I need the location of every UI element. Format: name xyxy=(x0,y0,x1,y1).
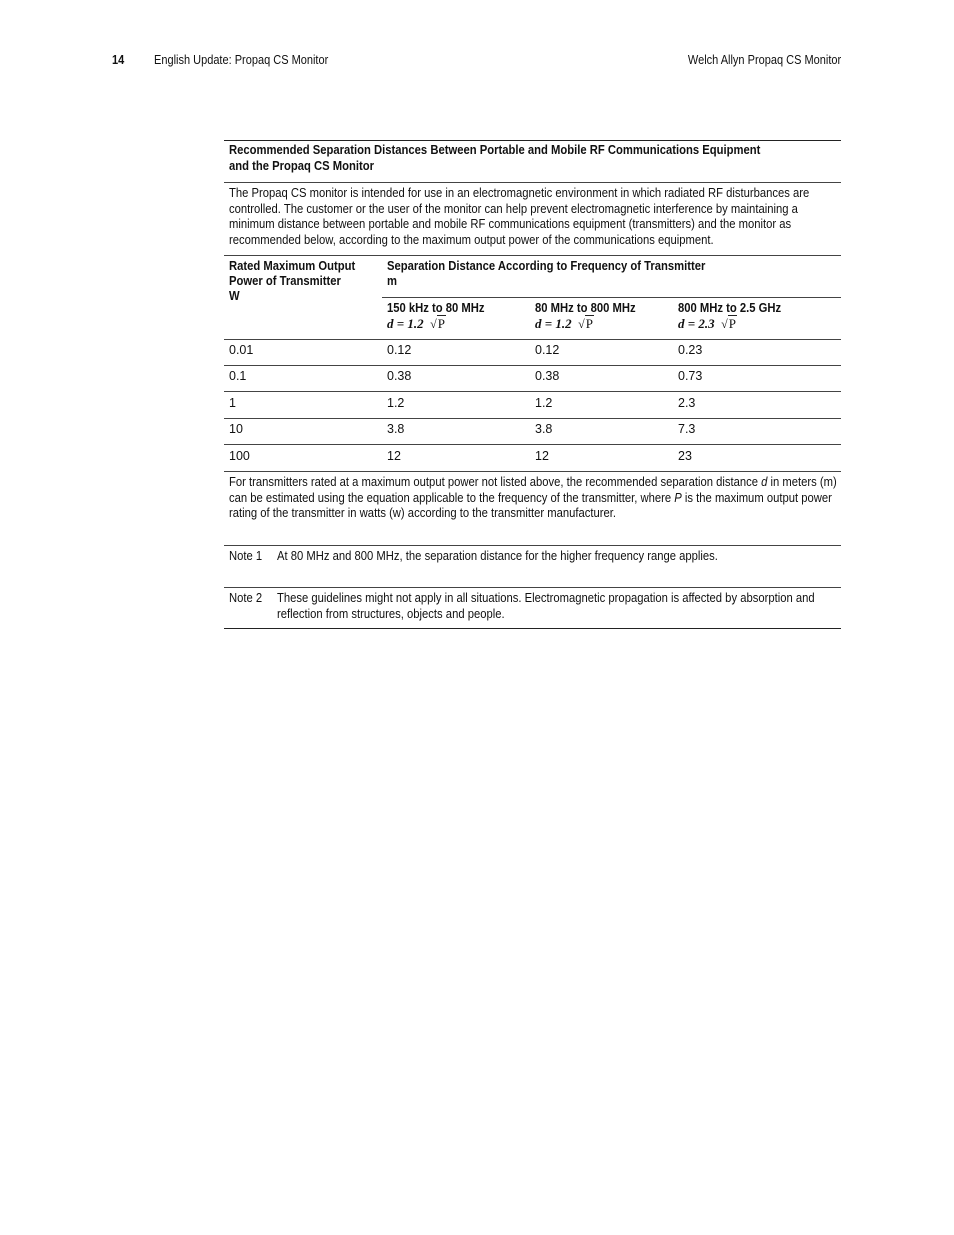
distance-cell: 2.3 xyxy=(678,396,696,410)
table-bottom-rule xyxy=(224,628,841,629)
table-title: Recommended Separation Distances Between Portable and Mobile RF Communications Equipment and the Propaq CS Monitor xyxy=(229,143,761,173)
distance-cell: 12 xyxy=(387,449,401,463)
distance-cell: 0.38 xyxy=(387,369,412,383)
distance-cell: 3.8 xyxy=(387,422,405,436)
square-root-icon: √P xyxy=(578,316,593,331)
distance-cell: 1.2 xyxy=(387,396,405,410)
band-equation: d = 1.2 √P xyxy=(387,316,445,331)
power-cell: 1 xyxy=(229,396,236,410)
row-rule xyxy=(224,444,841,445)
distance-cell: 12 xyxy=(535,449,549,463)
rule-under-distance-header xyxy=(382,297,841,298)
row-rule xyxy=(224,365,841,366)
distance-cell: 3.8 xyxy=(535,422,553,436)
brand-title: Welch Allyn Propaq CS Monitor xyxy=(687,53,841,67)
table-intro: The Propaq CS monitor is intended for use in an electromagnetic environment in which radiated RF disturbances are controlled. The customer or the user of the monitor can help prevent electromagnetic interference by maintaining a minimum distance between portable and mobile RF communications equipment (transmitters) and the monitor as recommended below, according to the maximum output power of the communications equipment. xyxy=(229,186,810,247)
note-label: Note 2 xyxy=(229,591,263,605)
table-footnote: For transmitters rated at a maximum output power not listed above, the recommended separation distance d in meters (m) can be estimated using the equation applicable to the frequency of the transmitter, where P is the maximum output power rating of the transmitter in watts (w) according to the transmitter manufacturer. xyxy=(229,475,837,520)
power-column-header: Rated Maximum Output Power of Transmitter W xyxy=(229,259,356,303)
band-range: 800 MHz to 2.5 GHz xyxy=(678,301,782,315)
distance-cell: 0.38 xyxy=(535,369,560,383)
power-cell: 0.01 xyxy=(229,343,254,357)
note-label: Note 1 xyxy=(229,549,263,563)
distance-cell: 1.2 xyxy=(535,396,553,410)
distance-cell: 0.23 xyxy=(678,343,703,357)
rule-before-note-1 xyxy=(224,545,841,546)
power-cell: 10 xyxy=(229,422,243,436)
power-cell: 100 xyxy=(229,449,250,463)
distance-cell: 0.12 xyxy=(535,343,560,357)
rule-after-title xyxy=(224,182,841,183)
page-number: 14 xyxy=(112,53,125,67)
document-title: English Update: Propaq CS Monitor xyxy=(154,53,329,67)
band-equation: d = 1.2 √P xyxy=(535,316,593,331)
note-text: At 80 MHz and 800 MHz, the separation distance for the higher frequency range applies. xyxy=(277,549,718,563)
rule-after-intro xyxy=(224,255,841,256)
note-text: These guidelines might not apply in all situations. Electromagnetic propagation is affected by absorption and reflection from structures, objects and people. xyxy=(277,591,815,621)
distance-cell: 0.12 xyxy=(387,343,412,357)
square-root-icon: √P xyxy=(721,316,736,331)
band-range: 80 MHz to 800 MHz xyxy=(535,301,636,315)
row-rule xyxy=(224,471,841,472)
row-rule xyxy=(224,418,841,419)
square-root-icon: √P xyxy=(430,316,445,331)
rule-under-subheader xyxy=(224,339,841,340)
table-top-rule xyxy=(224,140,841,141)
distance-cell: 0.73 xyxy=(678,369,703,383)
rule-before-note-2 xyxy=(224,587,841,588)
distance-cell: 7.3 xyxy=(678,422,696,436)
band-equation: d = 2.3 √P xyxy=(678,316,736,331)
distance-column-header: Separation Distance According to Frequency of Transmitter m xyxy=(387,259,706,288)
power-cell: 0.1 xyxy=(229,369,247,383)
distance-cell: 23 xyxy=(678,449,692,463)
band-range: 150 kHz to 80 MHz xyxy=(387,301,485,315)
row-rule xyxy=(224,391,841,392)
